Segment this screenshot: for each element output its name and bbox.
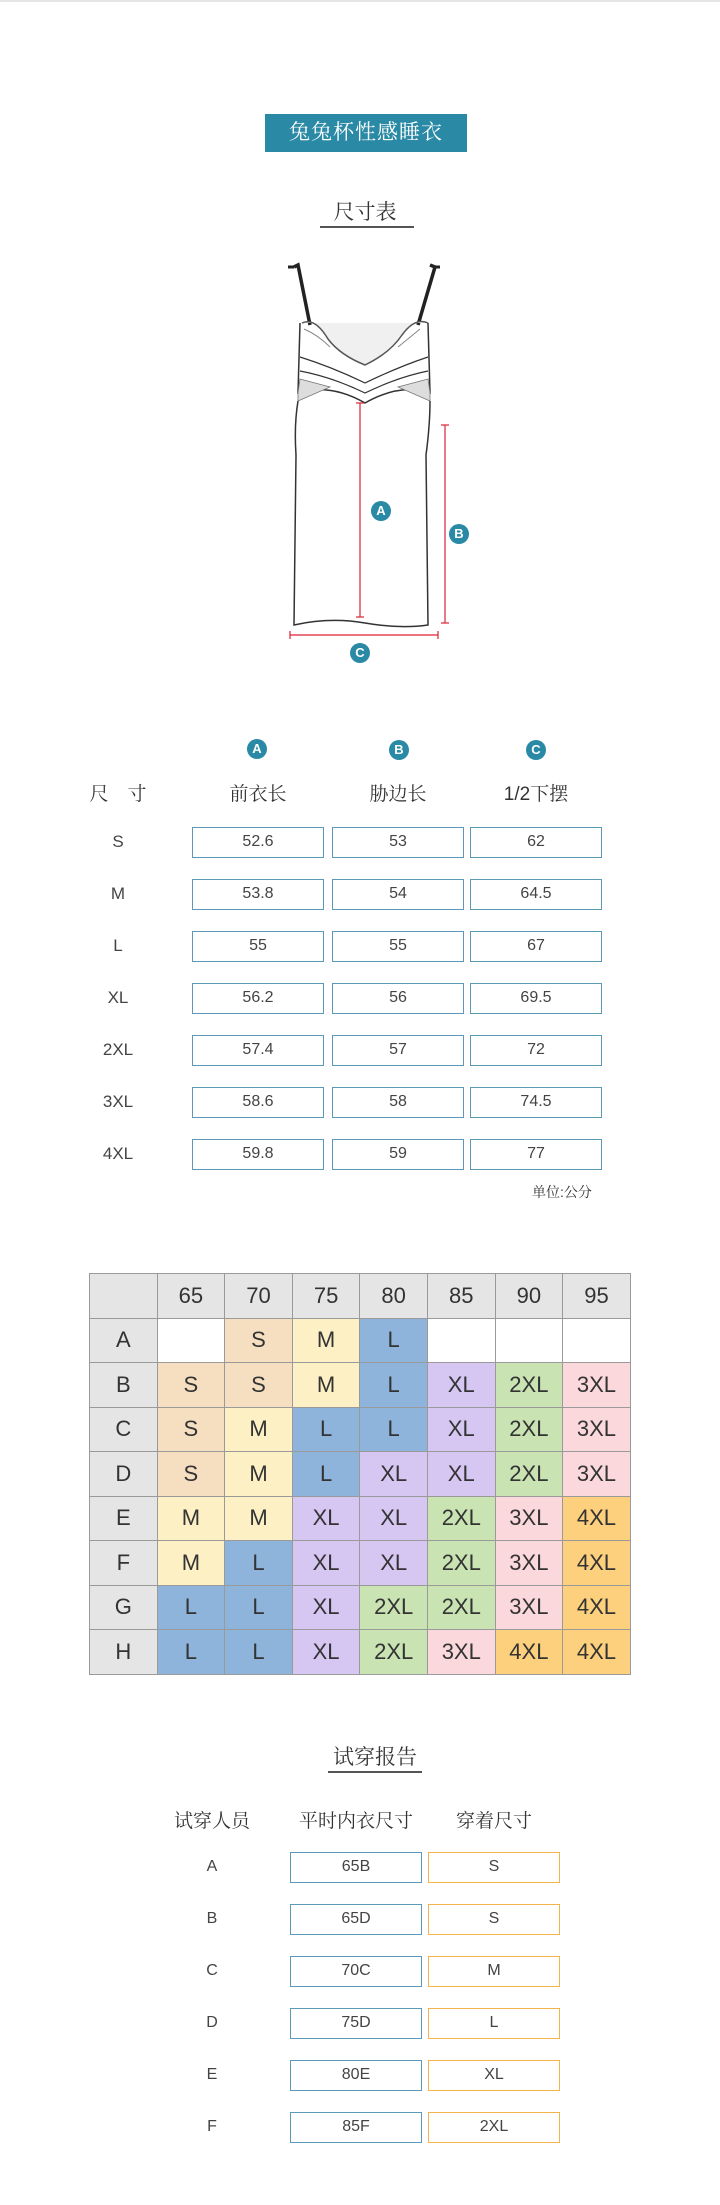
grid-size-cell: L xyxy=(360,1407,428,1452)
size-chart-title-underline xyxy=(320,226,414,228)
size-value-cell: 69.5 xyxy=(470,983,602,1014)
try-on-person-label: C xyxy=(206,1962,218,1979)
grid-size-cell: M xyxy=(225,1452,293,1497)
grid-cup-header: E xyxy=(90,1496,158,1541)
grid-size-cell: S xyxy=(225,1363,293,1408)
grid-size-cell: 4XL xyxy=(563,1541,631,1586)
try-on-bra-size-cell: 75D xyxy=(290,2008,422,2039)
grid-header-row xyxy=(90,1274,631,1319)
grid-size-cell: 2XL xyxy=(495,1407,563,1452)
try-on-person-label: D xyxy=(206,2014,218,2031)
size-value-cell: 54 xyxy=(332,879,464,910)
size-value-cell: 67 xyxy=(470,931,602,962)
grid-cup-header: F xyxy=(90,1541,158,1586)
grid-size-cell: M xyxy=(225,1496,293,1541)
try-on-person-label: B xyxy=(206,1910,218,1927)
grid-size-cell: L xyxy=(157,1585,225,1630)
size-row-label: 2XL xyxy=(102,1040,134,1059)
grid-size-cell: 3XL xyxy=(495,1541,563,1586)
grid-cup-header: D xyxy=(90,1452,158,1497)
try-on-person-label: F xyxy=(207,2118,217,2135)
size-value-cell: 77 xyxy=(470,1139,602,1170)
grid-size-cell: 2XL xyxy=(427,1541,495,1586)
grid-cup-header: A xyxy=(90,1318,158,1363)
grid-size-cell: XL xyxy=(292,1541,360,1586)
try-on-worn-size-cell: XL xyxy=(428,2060,560,2091)
try-on-bra-size-cell: 65D xyxy=(290,1904,422,1935)
size-value-cell: 62 xyxy=(470,827,602,858)
grid-size-cell: XL xyxy=(292,1496,360,1541)
grid-size-cell: M xyxy=(225,1407,293,1452)
size-value-cell: 58.6 xyxy=(192,1087,324,1118)
grid-size-cell: M xyxy=(157,1496,225,1541)
size-row-label: 3XL xyxy=(102,1092,134,1111)
top-divider xyxy=(0,0,720,2)
grid-band-header: 95 xyxy=(563,1274,631,1319)
grid-size-cell: 3XL xyxy=(563,1452,631,1497)
unit-note: 单位:公分 xyxy=(532,1184,592,1200)
marker-c-icon: C xyxy=(350,643,370,663)
grid-size-cell: S xyxy=(157,1363,225,1408)
try-on-bra-header: 平时内衣尺寸 xyxy=(298,1811,413,1832)
grid-row xyxy=(90,1363,631,1408)
side-length-header: 胁边长 xyxy=(369,784,427,805)
try-on-worn-size-cell: M xyxy=(428,1956,560,1987)
grid-size-cell: M xyxy=(292,1363,360,1408)
grid-size-cell: 3XL xyxy=(495,1496,563,1541)
size-value-cell: 53.8 xyxy=(192,879,324,910)
size-value-cell: 57 xyxy=(332,1035,464,1066)
grid-size-cell: L xyxy=(292,1407,360,1452)
grid-size-cell: M xyxy=(292,1318,360,1363)
grid-size-cell xyxy=(563,1318,631,1363)
grid-cup-header: H xyxy=(90,1630,158,1675)
size-value-cell: 59 xyxy=(332,1139,464,1170)
grid-size-cell: 2XL xyxy=(495,1452,563,1497)
try-on-worn-size-cell: L xyxy=(428,2008,560,2039)
grid-size-cell: 3XL xyxy=(563,1407,631,1452)
size-value-cell: 53 xyxy=(332,827,464,858)
grid-size-cell xyxy=(427,1318,495,1363)
grid-size-cell: 4XL xyxy=(563,1630,631,1675)
try-on-bra-size-cell: 65B xyxy=(290,1852,422,1883)
grid-row xyxy=(90,1318,631,1363)
grid-band-header: 90 xyxy=(495,1274,563,1319)
grid-size-cell: XL xyxy=(427,1452,495,1497)
size-value-cell: 57.4 xyxy=(192,1035,324,1066)
size-value-cell: 56.2 xyxy=(192,983,324,1014)
grid-size-cell: L xyxy=(225,1585,293,1630)
grid-row xyxy=(90,1452,631,1497)
grid-size-cell: XL xyxy=(360,1541,428,1586)
grid-size-cell: L xyxy=(157,1630,225,1675)
size-row-label: M xyxy=(110,884,126,903)
try-on-bra-size-cell: 70C xyxy=(290,1956,422,1987)
try-on-bra-size-cell: 80E xyxy=(290,2060,422,2091)
try-on-person-label: E xyxy=(206,2066,218,2083)
grid-size-cell: M xyxy=(157,1541,225,1586)
grid-band-header: 80 xyxy=(360,1274,428,1319)
grid-size-cell: 2XL xyxy=(360,1630,428,1675)
size-value-cell: 64.5 xyxy=(470,879,602,910)
front-length-header: 前衣长 xyxy=(229,784,287,805)
try-on-worn-size-cell: S xyxy=(428,1904,560,1935)
try-on-bra-size-cell: 85F xyxy=(290,2112,422,2143)
column-marker-a-icon: A xyxy=(247,739,267,759)
try-on-title-underline xyxy=(328,1771,422,1773)
grid-cup-header: G xyxy=(90,1585,158,1630)
grid-size-cell: 3XL xyxy=(427,1630,495,1675)
grid-size-cell: XL xyxy=(292,1630,360,1675)
grid-size-cell: S xyxy=(157,1407,225,1452)
grid-size-cell: L xyxy=(292,1452,360,1497)
half-hem-header: 1/2下摆 xyxy=(503,784,569,805)
try-on-title: 试穿报告 xyxy=(333,1746,417,1769)
size-row-label: L xyxy=(113,936,123,955)
grid-band-header: 70 xyxy=(225,1274,293,1319)
try-on-person-label: A xyxy=(206,1858,218,1875)
grid-size-cell: XL xyxy=(427,1363,495,1408)
grid-size-cell: S xyxy=(157,1452,225,1497)
bra-size-grid xyxy=(89,1273,631,1675)
size-value-cell: 74.5 xyxy=(470,1087,602,1118)
grid-row xyxy=(90,1541,631,1586)
marker-b-icon: B xyxy=(449,524,469,544)
grid-row xyxy=(90,1496,631,1541)
try-on-worn-header: 穿着尺寸 xyxy=(455,1811,532,1832)
grid-size-cell: 4XL xyxy=(495,1630,563,1675)
grid-size-cell: L xyxy=(360,1363,428,1408)
try-on-worn-size-cell: 2XL xyxy=(428,2112,560,2143)
grid-row xyxy=(90,1585,631,1630)
grid-cup-header: C xyxy=(90,1407,158,1452)
grid-size-cell: S xyxy=(225,1318,293,1363)
size-row-label: S xyxy=(112,832,124,851)
dress-outline-svg xyxy=(270,255,490,675)
grid-size-cell xyxy=(157,1318,225,1363)
grid-size-cell: 2XL xyxy=(360,1585,428,1630)
grid-corner-cell xyxy=(90,1274,158,1319)
size-row-label: XL xyxy=(107,988,129,1007)
marker-a-icon: A xyxy=(371,501,391,521)
grid-row xyxy=(90,1630,631,1675)
grid-size-cell: 3XL xyxy=(563,1363,631,1408)
grid-size-cell: 3XL xyxy=(495,1585,563,1630)
column-marker-b-icon: B xyxy=(389,740,409,760)
product-title-banner: 兔兔杯性感睡衣 xyxy=(265,114,467,152)
size-value-cell: 55 xyxy=(332,931,464,962)
grid-size-cell: XL xyxy=(292,1585,360,1630)
size-value-cell: 58 xyxy=(332,1087,464,1118)
grid-band-header: 85 xyxy=(427,1274,495,1319)
grid-size-cell xyxy=(495,1318,563,1363)
grid-size-cell: 4XL xyxy=(563,1585,631,1630)
size-row-label: 4XL xyxy=(102,1144,134,1163)
column-marker-c-icon: C xyxy=(526,740,546,760)
grid-size-cell: 2XL xyxy=(427,1585,495,1630)
size-chart-title: 尺寸表 xyxy=(333,201,397,224)
try-on-person-header: 试穿人员 xyxy=(173,1811,250,1832)
grid-row xyxy=(90,1407,631,1452)
grid-size-cell: 4XL xyxy=(563,1496,631,1541)
grid-size-cell: XL xyxy=(360,1452,428,1497)
size-column-header: 尺 寸 xyxy=(89,784,147,805)
grid-band-header: 75 xyxy=(292,1274,360,1319)
grid-size-cell: XL xyxy=(360,1496,428,1541)
grid-band-header: 65 xyxy=(157,1274,225,1319)
size-value-cell: 59.8 xyxy=(192,1139,324,1170)
grid-size-cell: L xyxy=(360,1318,428,1363)
size-value-cell: 52.6 xyxy=(192,827,324,858)
dress-diagram xyxy=(270,255,490,675)
grid-size-cell: 2XL xyxy=(427,1496,495,1541)
grid-size-cell: XL xyxy=(427,1407,495,1452)
grid-size-cell: L xyxy=(225,1541,293,1586)
size-value-cell: 55 xyxy=(192,931,324,962)
size-value-cell: 56 xyxy=(332,983,464,1014)
try-on-worn-size-cell: S xyxy=(428,1852,560,1883)
size-value-cell: 72 xyxy=(470,1035,602,1066)
grid-cup-header: B xyxy=(90,1363,158,1408)
grid-size-cell: 2XL xyxy=(495,1363,563,1408)
grid-size-cell: L xyxy=(225,1630,293,1675)
